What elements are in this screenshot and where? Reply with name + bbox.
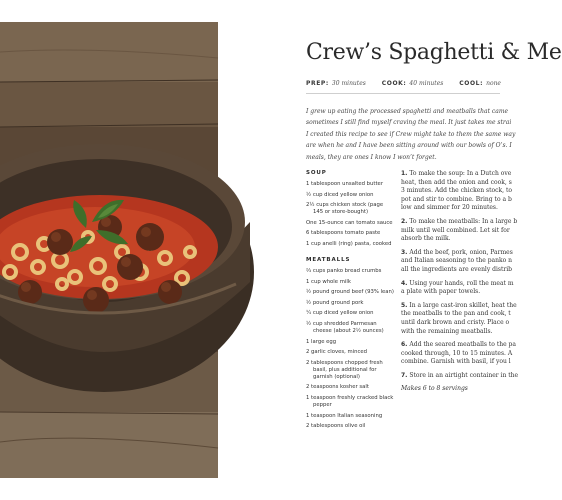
step-text: all the ingredients are evenly distrib bbox=[401, 265, 513, 273]
instruction-step bbox=[401, 341, 516, 367]
step-text: Add the seared meatballs to the pa bbox=[409, 341, 516, 349]
ingredient-item: 1 tablespoon unsalted butter bbox=[306, 181, 383, 187]
ingredient-item: ⅔ cups panko bread crumbs bbox=[306, 267, 382, 274]
meatball-ingredient-list bbox=[306, 268, 394, 430]
recipe-intro bbox=[306, 106, 516, 163]
ingredient-item: 2 teaspoons kosher salt bbox=[306, 384, 369, 391]
step-line bbox=[401, 349, 513, 359]
intro-line: meals, they are ones I know I won’t forget. bbox=[306, 153, 437, 161]
step-line bbox=[401, 226, 510, 236]
step-text: pot and stir to combine. Bring to a b bbox=[401, 195, 512, 203]
cook-label: COOK: bbox=[381, 80, 407, 87]
recipe-page bbox=[218, 0, 562, 500]
meatballs-heading: MEATBALLS bbox=[306, 256, 351, 263]
step-text: the meatballs to the pan and cook, t bbox=[401, 310, 511, 318]
step-number: 5. bbox=[401, 301, 408, 309]
soup-heading: SOUP bbox=[306, 170, 327, 176]
step-text: combine. Garnish with basil, if you l bbox=[401, 358, 511, 366]
step-text: with the remaining meatballs. bbox=[401, 327, 493, 335]
ingredient-item: ½ pound ground beef (93% lean) bbox=[306, 289, 394, 296]
intro-line: I created this recipe to see if Crew might take to them the same way bbox=[306, 130, 516, 138]
step-text: Using your hands, roll the meat m bbox=[409, 279, 514, 287]
step-number: 6. bbox=[401, 341, 408, 349]
step-line bbox=[401, 187, 512, 196]
step-text: milk until well combined. Let sit for bbox=[401, 226, 510, 234]
recipe-timing bbox=[306, 80, 515, 87]
step-line bbox=[401, 318, 510, 328]
step-text: Add the beef, pork, onion, Parmes bbox=[409, 248, 513, 256]
instruction-step bbox=[401, 170, 512, 213]
step-line bbox=[401, 217, 518, 227]
servings-note: Makes 6 to 8 servings bbox=[401, 385, 468, 393]
step-line bbox=[401, 341, 516, 350]
step-line bbox=[401, 195, 512, 205]
intro-line: are when he and I have been sitting around with our bowls of O’s. I bbox=[306, 142, 512, 150]
instruction-step bbox=[401, 371, 519, 381]
cool-label: COOL: bbox=[459, 80, 484, 87]
ingredient-item: ½ cup diced yellow onion bbox=[306, 191, 374, 198]
instructions-column bbox=[401, 170, 519, 393]
step-text: In a large cast-iron skillet, heat the bbox=[409, 301, 517, 309]
cook-value: 40 minutes bbox=[409, 80, 444, 87]
step-text: To make the meatballs: In a large b bbox=[409, 217, 518, 225]
step-line bbox=[401, 170, 512, 179]
step-line bbox=[401, 371, 519, 381]
step-line bbox=[401, 328, 500, 337]
step-number: 4. bbox=[401, 279, 408, 287]
step-text: Store in an airtight container in the bbox=[409, 371, 519, 379]
step-number: 7. bbox=[401, 371, 408, 379]
step-text: cooked through, 10 to 15 minutes. A bbox=[401, 349, 513, 357]
ingredient-item: ½ pound ground pork bbox=[306, 299, 364, 306]
instruction-step bbox=[401, 217, 518, 244]
intro-line: sometimes I still find myself craving the meal. It just takes me strai bbox=[306, 119, 512, 127]
cool-value: none bbox=[486, 80, 501, 87]
step-line bbox=[401, 301, 517, 311]
step-number: 3. bbox=[401, 248, 408, 256]
ingredient-item: 2½ cups chicken stock (page 145 or store-bought) bbox=[306, 202, 384, 216]
ingredient-item: 1 cup anelli (ring) pasta, cooked bbox=[306, 240, 392, 247]
step-text: until dark brown and cristy. Place o bbox=[401, 318, 510, 326]
divider bbox=[306, 93, 500, 94]
food-photo bbox=[0, 22, 218, 478]
ingredient-item: One 15-ounce can tomato sauce bbox=[306, 219, 393, 226]
ingredient-item: 2 tablespoons chopped fresh basil, plus additional for garnish (optional) bbox=[306, 359, 383, 380]
ingredient-item: 2 tablespoons olive oil bbox=[306, 423, 366, 430]
prep-value: 30 minutes bbox=[331, 80, 366, 87]
step-line bbox=[401, 265, 513, 275]
ingredient-item: 1 teaspoon freshly cracked black pepper bbox=[306, 394, 394, 408]
instruction-step bbox=[401, 279, 514, 297]
step-number: 1. bbox=[401, 170, 408, 177]
step-text: 3 minutes. Add the chicken stock, to bbox=[401, 187, 512, 195]
ingredients-column bbox=[306, 170, 394, 434]
step-text: heat, then add the onion and cook, s bbox=[401, 178, 512, 186]
step-line bbox=[401, 358, 511, 367]
step-text: absorb the milk. bbox=[401, 235, 451, 243]
prep-label: PREP: bbox=[306, 80, 329, 87]
step-line bbox=[401, 248, 513, 258]
instruction-step bbox=[401, 301, 517, 336]
soup-ingredient-list bbox=[306, 181, 394, 248]
ingredient-item: ½ cup shredded Parmesan cheese (about 2½ ounces) bbox=[306, 320, 384, 334]
step-line bbox=[401, 235, 500, 244]
step-text: To make the soup: In a Dutch ove bbox=[409, 170, 512, 177]
step-line bbox=[401, 204, 500, 213]
instruction-step bbox=[401, 248, 513, 275]
step-line bbox=[401, 288, 500, 297]
ingredient-item: 1 large egg bbox=[306, 338, 337, 345]
ingredient-item: 1 cup whole milk bbox=[306, 278, 351, 285]
ingredient-item: 2 garlic cloves, minced bbox=[306, 349, 368, 356]
ingredient-item: ¼ cup diced yellow onion bbox=[306, 310, 374, 317]
recipe-title: Crew’s Spaghetti & Me bbox=[306, 40, 562, 65]
ingredient-item: 1 teaspoon Italian seasoning bbox=[306, 412, 383, 419]
step-line bbox=[401, 257, 512, 266]
ingredient-item: 6 tablespoons tomato paste bbox=[306, 230, 381, 237]
intro-line: I grew up eating the processed spaghetti and meatballs that came bbox=[306, 108, 509, 115]
step-text: a plate with paper towels. bbox=[401, 288, 481, 296]
step-line bbox=[401, 279, 514, 289]
spaghetti-meatballs-illustration bbox=[0, 22, 218, 478]
step-text: low and simmer for 20 minutes. bbox=[401, 204, 498, 212]
step-line bbox=[401, 178, 512, 188]
step-text: and Italian seasoning to the panko n bbox=[401, 257, 512, 265]
step-number: 2. bbox=[401, 217, 408, 225]
step-list bbox=[401, 170, 519, 380]
step-line bbox=[401, 310, 511, 319]
